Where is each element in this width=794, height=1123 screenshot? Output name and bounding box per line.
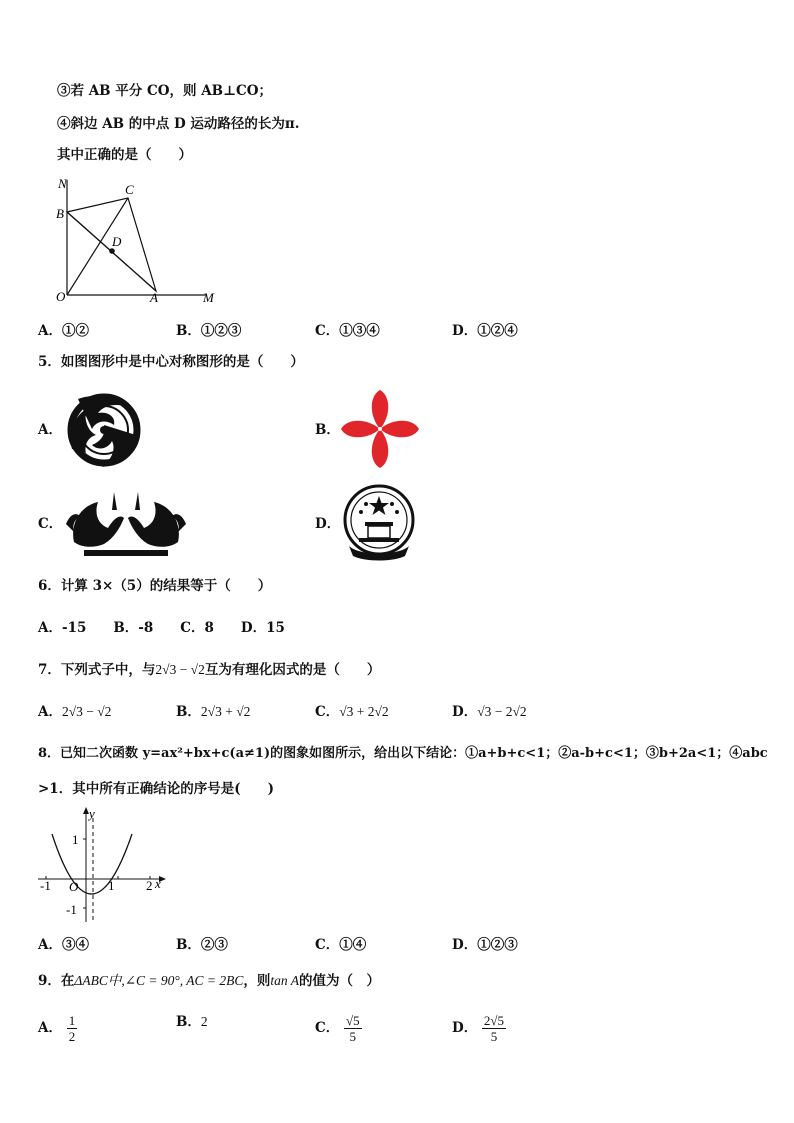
q9-option-a-fraction: $\frac{1}{2}$: [68, 1013, 76, 1044]
q7-option-a[interactable]: A．2√3 − √2: [38, 704, 112, 720]
q4-option-a[interactable]: A．①②: [38, 323, 89, 339]
q6-stem: 6．计算 3×（5）的结果等于（ ）: [38, 578, 272, 594]
q9-stem: 9．在ΔABC中,∠C = 90°, AC = 2BC，则tan A的值为（ ）: [38, 973, 381, 989]
q9-option-c-fraction: $\frac{√5}{5}$: [345, 1013, 360, 1044]
twin-phoenix-pattern-icon[interactable]: [64, 484, 188, 560]
q7-option-b-expr: 2√3 + √2: [200, 704, 251, 719]
q4-option-d[interactable]: D．①②④: [452, 323, 518, 339]
q4-item-3: ③若 AB 平分 CO，则 AB⊥CO；: [57, 83, 273, 99]
graph-label-1-y: 1: [72, 832, 79, 847]
q7-option-c-expr: √3 + 2√2: [339, 704, 389, 719]
label-C: C: [125, 182, 134, 197]
q7-stem-before: 7．下列式子中，与: [38, 662, 156, 678]
q8-option-c[interactable]: C．①④: [315, 937, 367, 953]
q5-label-a[interactable]: A．: [38, 422, 62, 438]
q4-item-4: ④斜边 AB 的中点 D 运动路径的长为π.: [57, 116, 300, 132]
q4-geometry-figure: [50, 172, 225, 307]
q9-stem-tan: tan A: [270, 973, 300, 988]
q7-option-b[interactable]: B．2√3 + √2: [176, 704, 251, 720]
q9-option-c[interactable]: C． $\frac{√5}{5}$: [315, 1013, 360, 1044]
q8-stem-line2: >1．其中所有正确结论的序号是( ): [38, 781, 274, 797]
q5-label-d[interactable]: D．: [315, 516, 341, 532]
q7-option-d-expr: √3 − 2√2: [477, 704, 527, 719]
q7-option-a-expr: 2√3 − √2: [61, 704, 112, 719]
q6-options[interactable]: A．-15 B．-8 C．8 D．15: [38, 620, 285, 636]
q7-stem-expression: 2√3 − √2: [155, 662, 205, 677]
q9-option-b-value: 2: [200, 1014, 208, 1029]
label-N: N: [58, 176, 67, 191]
label-B: B: [56, 206, 64, 221]
q7-stem: [38, 661, 380, 679]
q4-prompt: 其中正确的是（ ）: [57, 147, 192, 163]
red-four-petal-flower-icon[interactable]: [339, 388, 421, 470]
label-O: O: [56, 289, 66, 304]
label-A: A: [150, 290, 158, 305]
q9-option-b[interactable]: B．2: [176, 1014, 208, 1030]
q4-option-c[interactable]: C．①③④: [315, 323, 380, 339]
q5-stem: 5．如图图形中是中心对称图形的是（ ）: [38, 354, 304, 370]
graph-label-y: y: [89, 806, 95, 821]
q9-option-d[interactable]: D． $\frac{2√5}{5}$: [452, 1013, 505, 1044]
graph-label-neg1-x: -1: [40, 878, 51, 893]
graph-label-2-x: 2: [146, 878, 153, 893]
q9-option-a[interactable]: A． $\frac{1}{2}$: [38, 1013, 76, 1044]
graph-label-1-x: 1: [108, 878, 115, 893]
q7-option-c[interactable]: C．√3 + 2√2: [315, 704, 389, 720]
q7-stem-after: 互为有理化因式的是（ ）: [204, 662, 381, 678]
q5-label-b[interactable]: B．: [315, 422, 340, 438]
q7-option-d[interactable]: D．√3 − 2√2: [452, 704, 527, 720]
label-M: M: [203, 290, 214, 305]
q8-option-d[interactable]: D．①②③: [452, 937, 518, 953]
q8-option-a[interactable]: A．③④: [38, 937, 89, 953]
q8-option-b[interactable]: B．②③: [176, 937, 228, 953]
q9-option-d-fraction: $\frac{2√5}{5}$: [483, 1013, 505, 1044]
graph-label-origin: O: [69, 879, 79, 894]
q4-option-b[interactable]: B．①②③: [176, 323, 242, 339]
graph-label-neg1-y: -1: [66, 902, 77, 917]
triple-dragon-emblem-icon[interactable]: [64, 389, 144, 471]
q5-label-c[interactable]: C．: [38, 516, 63, 532]
q9-stem-condition: ΔABC中,∠C = 90°, AC = 2BC: [74, 973, 244, 988]
graph-label-x: x: [155, 876, 161, 891]
national-emblem-icon[interactable]: [339, 482, 419, 564]
q8-parabola-graph: [34, 804, 170, 926]
q8-stem-line1: 8．已知二次函数 y=ax²+bx+c(a≠1)的图象如图所示，给出以下结论：①a+b+c<1；②a-b+c<1；③b+2a<1；④abc: [38, 746, 768, 761]
label-D: D: [112, 234, 122, 249]
